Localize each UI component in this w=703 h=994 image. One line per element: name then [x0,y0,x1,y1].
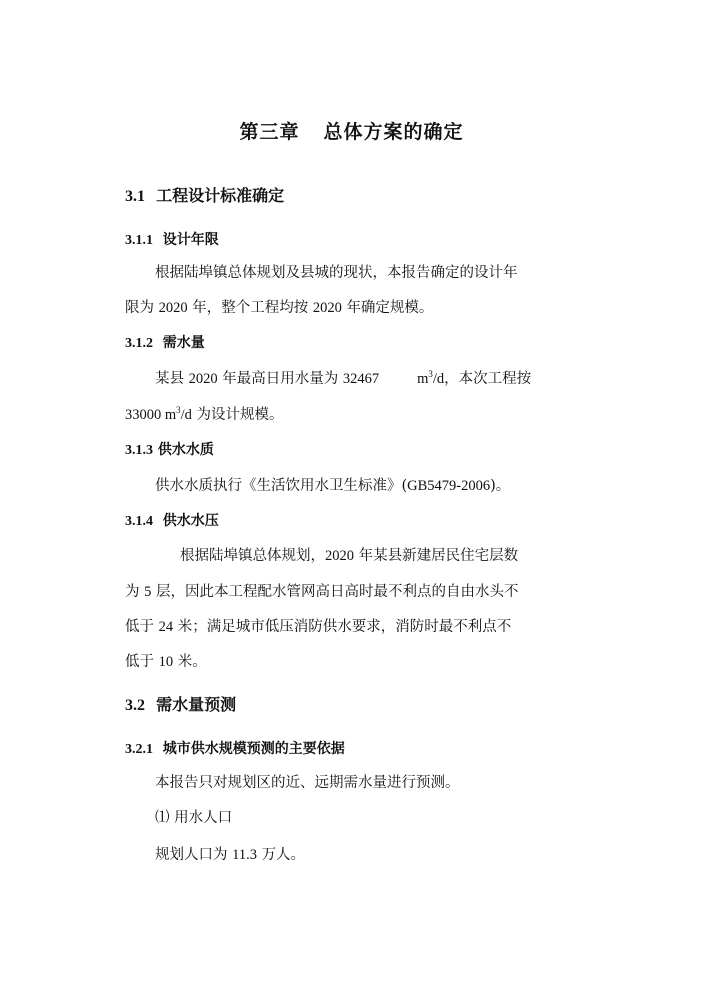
chapter-name: 总体方案的确定 [323,121,464,143]
chapter-title [0,117,703,144]
paragraph-3-1-4-line2: 为 5 层，因此本工程配水管网高日高时最不利点的自由水头不 [125,584,519,600]
section-3-1-heading: 3.1 工程设计标准确定 [125,186,285,205]
paragraph-3-1-1-line2: 限为 2020 年，整个工程均按 2020 年确定规模。 [125,300,434,316]
paragraph-population: 规划人口为 11.3 万人。 [155,847,306,863]
section-3-1-4-heading: 3.1.4 供水水压 [125,513,219,529]
paragraph-3-1-2-line2: 33000 $m^3/d$ 为设计规模。 [125,405,284,423]
section-3-1-3-heading: 3.1.3 供水水质 [125,442,214,458]
section-3-1-1-heading: 3.1.1 设计年限 [125,232,219,248]
list-item-number: ⑴ [155,810,170,826]
paragraph-3-1-4-line1: 根据陆埠镇总体规划，2020 年某县新建居民住宅层数 [180,548,519,564]
section-3-1-2-heading: 3.1.2 需水量 [125,335,205,351]
paragraph-3-2-1-intro: 本报告只对规划区的近、远期需水量进行预测。 [155,775,460,791]
list-item-population [155,806,232,827]
list-item-title: 用水人口 [174,810,233,826]
chapter-number: 第三章 [239,121,300,143]
paragraph-3-1-4-line3: 低于 24 米；满足城市低压消防供水要求，消防时最不利点不 [125,619,512,635]
paragraph-3-1-4-line4: 低于 10 米。 [125,654,207,670]
section-3-2-heading: 3.2 需水量预测 [125,695,237,714]
paragraph-3-1-1-line1: 根据陆埠镇总体规划及县城的现状，本报告确定的设计年 [155,265,518,281]
paragraph-3-1-2-line1: 某县 2020 年最高日用水量为 32467 $m^3/d$，本次工程按 [155,369,532,387]
section-3-2-1-heading: 3.2.1 城市供水规模预测的主要依据 [125,741,345,757]
paragraph-3-1-3: 供水水质执行《生活饮用水卫生标准》(GB5479-2006)。 [155,478,511,494]
